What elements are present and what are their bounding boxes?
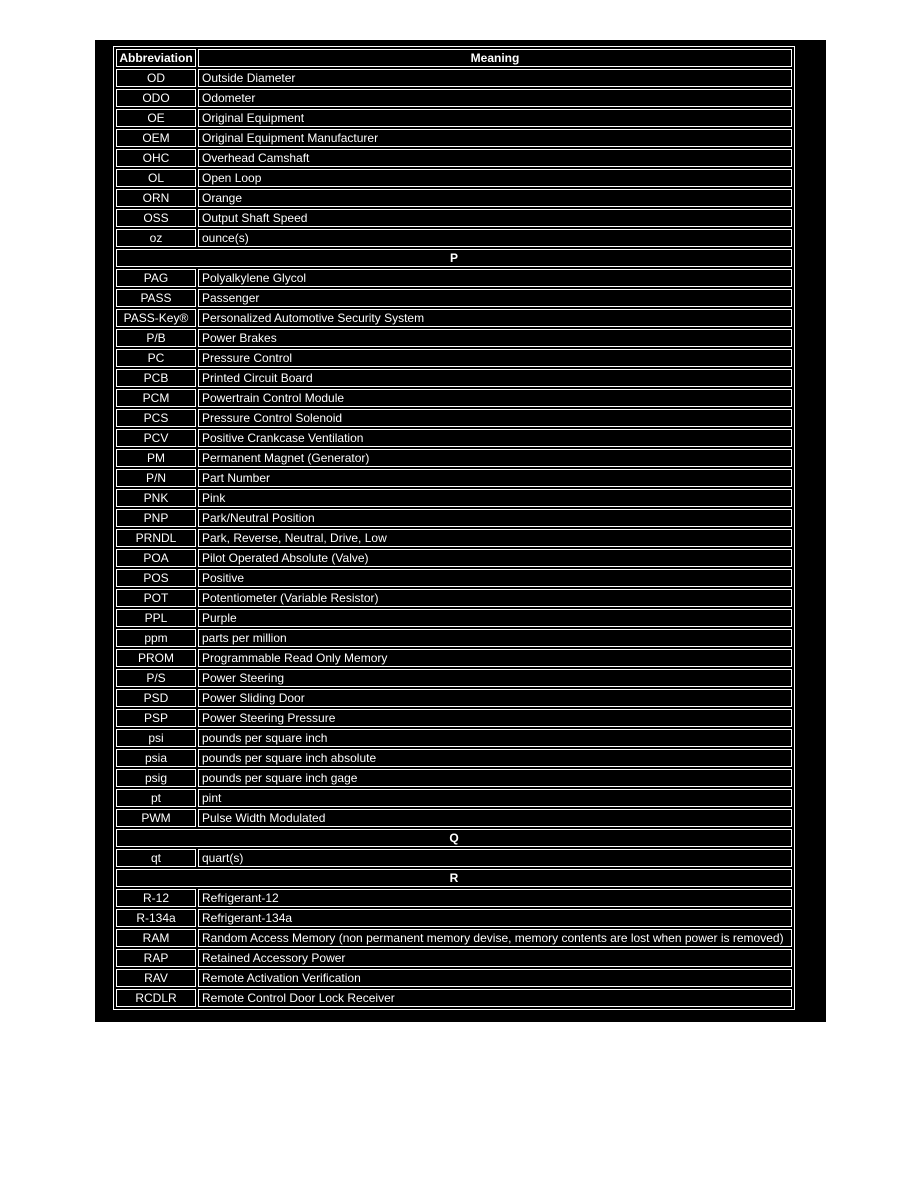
table-row bbox=[116, 889, 792, 907]
abbreviation-cell: PRNDL bbox=[116, 529, 196, 547]
meaning-cell: Outside Diameter bbox=[198, 69, 792, 87]
abbreviation-cell: OL bbox=[116, 169, 196, 187]
table-row bbox=[116, 329, 792, 347]
table-row bbox=[116, 369, 792, 387]
abbreviation-panel bbox=[95, 40, 826, 1022]
abbreviation-table bbox=[113, 46, 795, 1010]
table-row bbox=[116, 529, 792, 547]
abbreviation-cell: PCB bbox=[116, 369, 196, 387]
meaning-cell: pint bbox=[198, 789, 792, 807]
meaning-cell: Original Equipment Manufacturer bbox=[198, 129, 792, 147]
table-body bbox=[116, 69, 792, 1007]
abbreviation-cell: PROM bbox=[116, 649, 196, 667]
meaning-cell: Pulse Width Modulated bbox=[198, 809, 792, 827]
table-row bbox=[116, 549, 792, 567]
table-row bbox=[116, 269, 792, 287]
table-row bbox=[116, 969, 792, 987]
abbreviation-cell: OD bbox=[116, 69, 196, 87]
table-row bbox=[116, 909, 792, 927]
table-row bbox=[116, 389, 792, 407]
table-row bbox=[116, 149, 792, 167]
table-row bbox=[116, 469, 792, 487]
meaning-cell: Polyalkylene Glycol bbox=[198, 269, 792, 287]
meaning-cell: Refrigerant-134a bbox=[198, 909, 792, 927]
abbreviation-cell: ODO bbox=[116, 89, 196, 107]
table-row bbox=[116, 649, 792, 667]
section-divider-row bbox=[116, 249, 792, 267]
meaning-cell: Passenger bbox=[198, 289, 792, 307]
abbreviation-cell: PSD bbox=[116, 689, 196, 707]
abbreviation-cell: ppm bbox=[116, 629, 196, 647]
table-row bbox=[116, 349, 792, 367]
table-row bbox=[116, 89, 792, 107]
meaning-cell: Park/Neutral Position bbox=[198, 509, 792, 527]
table-row bbox=[116, 589, 792, 607]
meaning-cell: Programmable Read Only Memory bbox=[198, 649, 792, 667]
meaning-cell: ounce(s) bbox=[198, 229, 792, 247]
abbreviation-cell: qt bbox=[116, 849, 196, 867]
table-row bbox=[116, 809, 792, 827]
meaning-cell: pounds per square inch gage bbox=[198, 769, 792, 787]
meaning-cell: Odometer bbox=[198, 89, 792, 107]
table-row bbox=[116, 429, 792, 447]
abbreviation-cell: PASS bbox=[116, 289, 196, 307]
table-row bbox=[116, 669, 792, 687]
abbreviation-cell: P/S bbox=[116, 669, 196, 687]
abbreviation-cell: PWM bbox=[116, 809, 196, 827]
meaning-cell: Retained Accessory Power bbox=[198, 949, 792, 967]
abbreviation-cell: pt bbox=[116, 789, 196, 807]
meaning-cell: Overhead Camshaft bbox=[198, 149, 792, 167]
section-divider-row bbox=[116, 829, 792, 847]
meaning-cell: Powertrain Control Module bbox=[198, 389, 792, 407]
abbreviation-cell: OE bbox=[116, 109, 196, 127]
section-letter: P bbox=[116, 249, 792, 267]
table-row bbox=[116, 289, 792, 307]
abbreviation-cell: PAG bbox=[116, 269, 196, 287]
abbreviation-cell: psia bbox=[116, 749, 196, 767]
abbreviation-cell: PASS-Key® bbox=[116, 309, 196, 327]
meaning-cell: Personalized Automotive Security System bbox=[198, 309, 792, 327]
abbreviation-cell: PNK bbox=[116, 489, 196, 507]
table-row bbox=[116, 929, 792, 947]
column-header-abbreviation: Abbreviation bbox=[116, 49, 196, 67]
meaning-cell: Power Sliding Door bbox=[198, 689, 792, 707]
meaning-cell: Remote Activation Verification bbox=[198, 969, 792, 987]
table-row bbox=[116, 789, 792, 807]
table-row bbox=[116, 209, 792, 227]
table-row bbox=[116, 609, 792, 627]
meaning-cell: Power Steering Pressure bbox=[198, 709, 792, 727]
abbreviation-cell: oz bbox=[116, 229, 196, 247]
meaning-cell: Positive Crankcase Ventilation bbox=[198, 429, 792, 447]
abbreviation-cell: RCDLR bbox=[116, 989, 196, 1007]
meaning-cell: Pressure Control Solenoid bbox=[198, 409, 792, 427]
meaning-cell: Printed Circuit Board bbox=[198, 369, 792, 387]
table-row bbox=[116, 189, 792, 207]
table-row bbox=[116, 709, 792, 727]
table-row bbox=[116, 569, 792, 587]
abbreviation-cell: POS bbox=[116, 569, 196, 587]
meaning-cell: Refrigerant-12 bbox=[198, 889, 792, 907]
abbreviation-cell: P/B bbox=[116, 329, 196, 347]
abbreviation-cell: PC bbox=[116, 349, 196, 367]
meaning-cell: Permanent Magnet (Generator) bbox=[198, 449, 792, 467]
meaning-cell: Remote Control Door Lock Receiver bbox=[198, 989, 792, 1007]
table-row bbox=[116, 309, 792, 327]
table-row bbox=[116, 749, 792, 767]
meaning-cell: quart(s) bbox=[198, 849, 792, 867]
meaning-cell: Part Number bbox=[198, 469, 792, 487]
table-row bbox=[116, 169, 792, 187]
abbreviation-cell: R-12 bbox=[116, 889, 196, 907]
meaning-cell: Random Access Memory (non permanent memory devise, memory contents are lost when power is removed) bbox=[198, 929, 792, 947]
meaning-cell: Pressure Control bbox=[198, 349, 792, 367]
meaning-cell: parts per million bbox=[198, 629, 792, 647]
abbreviation-cell: POT bbox=[116, 589, 196, 607]
abbreviation-cell: PCM bbox=[116, 389, 196, 407]
meaning-cell: Positive bbox=[198, 569, 792, 587]
abbreviation-cell: PM bbox=[116, 449, 196, 467]
abbreviation-cell: RAV bbox=[116, 969, 196, 987]
abbreviation-cell: RAM bbox=[116, 929, 196, 947]
meaning-cell: Output Shaft Speed bbox=[198, 209, 792, 227]
section-letter: R bbox=[116, 869, 792, 887]
table-row bbox=[116, 109, 792, 127]
meaning-cell: Pilot Operated Absolute (Valve) bbox=[198, 549, 792, 567]
column-header-meaning: Meaning bbox=[198, 49, 792, 67]
meaning-cell: Power Brakes bbox=[198, 329, 792, 347]
table-row bbox=[116, 489, 792, 507]
abbreviation-cell: psi bbox=[116, 729, 196, 747]
table-row bbox=[116, 229, 792, 247]
abbreviation-cell: POA bbox=[116, 549, 196, 567]
abbreviation-cell: RAP bbox=[116, 949, 196, 967]
abbreviation-cell: psig bbox=[116, 769, 196, 787]
meaning-cell: Original Equipment bbox=[198, 109, 792, 127]
table-row bbox=[116, 129, 792, 147]
table-row bbox=[116, 69, 792, 87]
section-divider-row bbox=[116, 869, 792, 887]
meaning-cell: pounds per square inch bbox=[198, 729, 792, 747]
section-letter: Q bbox=[116, 829, 792, 847]
table-row bbox=[116, 989, 792, 1007]
table-row bbox=[116, 449, 792, 467]
abbreviation-cell: R-134a bbox=[116, 909, 196, 927]
abbreviation-cell: PCV bbox=[116, 429, 196, 447]
abbreviation-cell: ORN bbox=[116, 189, 196, 207]
meaning-cell: Potentiometer (Variable Resistor) bbox=[198, 589, 792, 607]
meaning-cell: Orange bbox=[198, 189, 792, 207]
header-row bbox=[116, 49, 792, 67]
meaning-cell: Park, Reverse, Neutral, Drive, Low bbox=[198, 529, 792, 547]
abbreviation-cell: PSP bbox=[116, 709, 196, 727]
table-row bbox=[116, 409, 792, 427]
table-row bbox=[116, 689, 792, 707]
abbreviation-cell: OEM bbox=[116, 129, 196, 147]
table-row bbox=[116, 729, 792, 747]
abbreviation-cell: P/N bbox=[116, 469, 196, 487]
table-row bbox=[116, 949, 792, 967]
abbreviation-cell: PCS bbox=[116, 409, 196, 427]
table-row bbox=[116, 769, 792, 787]
meaning-cell: Open Loop bbox=[198, 169, 792, 187]
abbreviation-cell: OSS bbox=[116, 209, 196, 227]
meaning-cell: Power Steering bbox=[198, 669, 792, 687]
meaning-cell: Pink bbox=[198, 489, 792, 507]
abbreviation-cell: OHC bbox=[116, 149, 196, 167]
meaning-cell: Purple bbox=[198, 609, 792, 627]
table-row bbox=[116, 849, 792, 867]
abbreviation-cell: PNP bbox=[116, 509, 196, 527]
table-row bbox=[116, 509, 792, 527]
table-row bbox=[116, 629, 792, 647]
abbreviation-cell: PPL bbox=[116, 609, 196, 627]
meaning-cell: pounds per square inch absolute bbox=[198, 749, 792, 767]
